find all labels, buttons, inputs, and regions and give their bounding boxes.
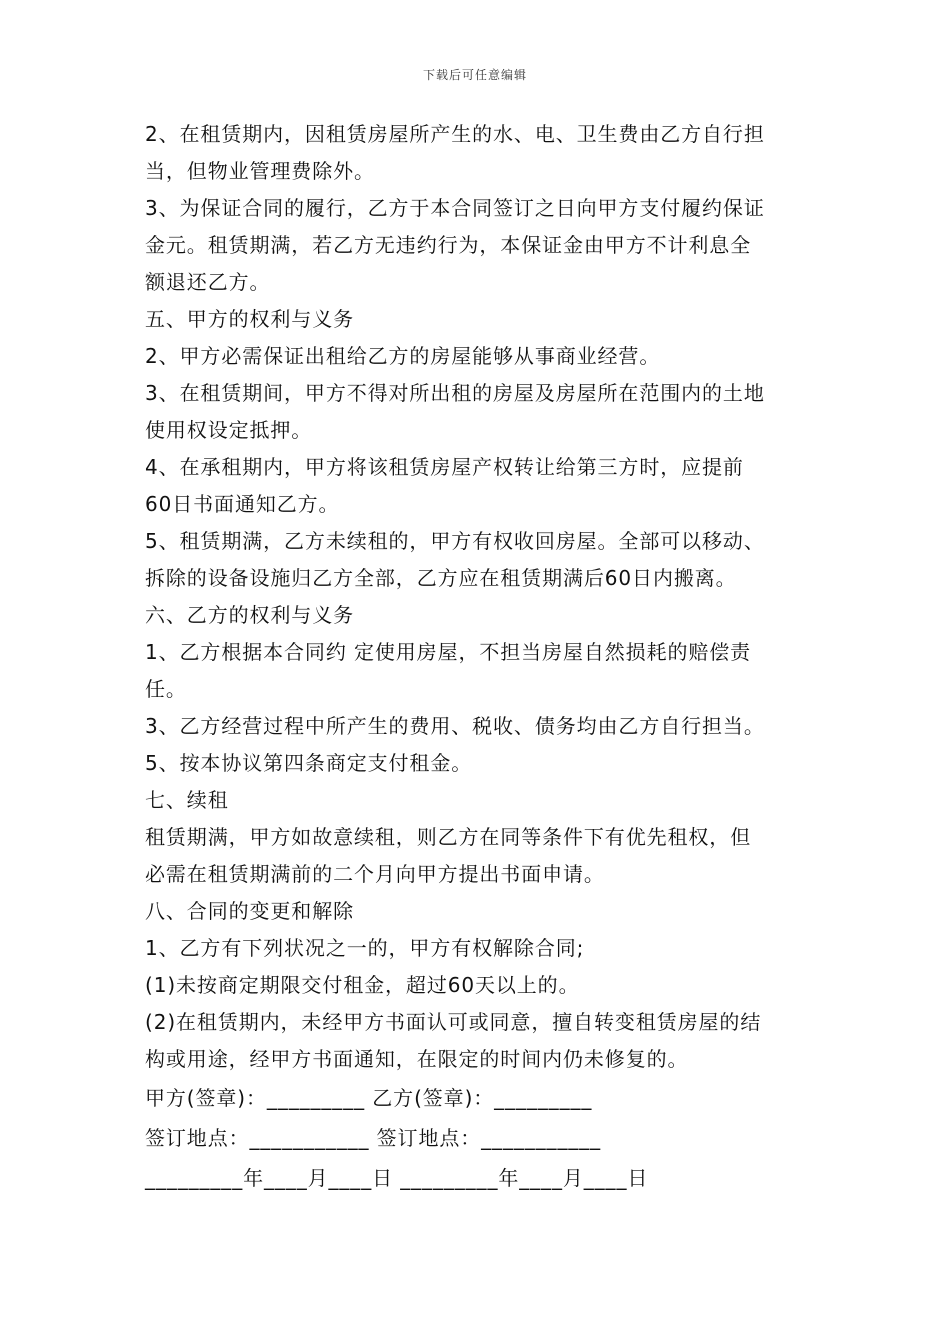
page-header-note: 下载后可任意编辑 xyxy=(422,68,527,82)
section-heading: 六、乙方的权利与义务 xyxy=(145,603,354,627)
text-line: 3、在租赁期间，甲方不得对所出租的房屋及房屋所在范围内的土地 xyxy=(145,381,765,405)
text-line: 60日书面通知乙方。 xyxy=(145,492,340,516)
text-line: 3、乙方经营过程中所产生的费用、税收、债务均由乙方自行担当。 xyxy=(145,714,765,738)
text-line: 5、租赁期满，乙方未续租的，甲方有权收回房屋。全部可以移动、 xyxy=(145,529,765,553)
signature-place: 签订地点：___________ 签订地点：___________ xyxy=(145,1126,602,1150)
text-line: 2、在租赁期内，因租赁房屋所产生的水、电、卫生费由乙方自行担 xyxy=(145,122,765,146)
text-line: 3、为保证合同的履行，乙方于本合同签订之日向甲方支付履约保证 xyxy=(145,196,765,220)
text-line: 租赁期满，甲方如故意续租，则乙方在同等条件下有优先租权，但 xyxy=(145,825,752,849)
text-line: 金元。租赁期满，若乙方无违约行为，本保证金由甲方不计利息全 xyxy=(145,233,752,257)
section-heading: 七、续租 xyxy=(145,788,229,812)
text-line: 必需在租赁期满前的二个月向甲方提出书面申请。 xyxy=(145,862,605,886)
section-heading: 五、甲方的权利与义务 xyxy=(145,307,354,331)
text-line: 1、乙方根据本合同约 定使用房屋，不担当房屋自然损耗的赔偿责 xyxy=(145,640,752,664)
text-line: 拆除的设备设施归乙方全部，乙方应在租赁期满后60日内搬离。 xyxy=(145,566,737,590)
text-line: 2、甲方必需保证出租给乙方的房屋能够从事商业经营。 xyxy=(145,344,661,368)
signature-parties: 甲方(签章)：_________ 乙方(签章)：_________ xyxy=(145,1086,593,1110)
text-line: 使用权设定抵押。 xyxy=(145,418,313,442)
text-line: 4、在承租期内，甲方将该租赁房屋产权转让给第三方时，应提前 xyxy=(145,455,744,479)
text-line: (2)在租赁期内，未经甲方书面认可或同意，擅自转变租赁房屋的结 xyxy=(145,1010,762,1034)
section-heading: 八、合同的变更和解除 xyxy=(145,899,354,923)
text-line: 5、按本协议第四条商定支付租金。 xyxy=(145,751,473,775)
text-line: 额退还乙方。 xyxy=(145,270,271,294)
text-line: (1)未按商定期限交付租金，超过60天以上的。 xyxy=(145,973,580,997)
text-line: 当，但物业管理费除外。 xyxy=(145,159,375,183)
text-line: 1、乙方有下列状况之一的，甲方有权解除合同; xyxy=(145,936,585,960)
signature-date: _________年____月____日 _________年____月____日 xyxy=(145,1166,649,1190)
contract-body xyxy=(145,116,810,1198)
text-line: 任。 xyxy=(145,677,187,701)
text-line: 构或用途，经甲方书面通知，在限定的时间内仍未修复的。 xyxy=(145,1047,689,1071)
